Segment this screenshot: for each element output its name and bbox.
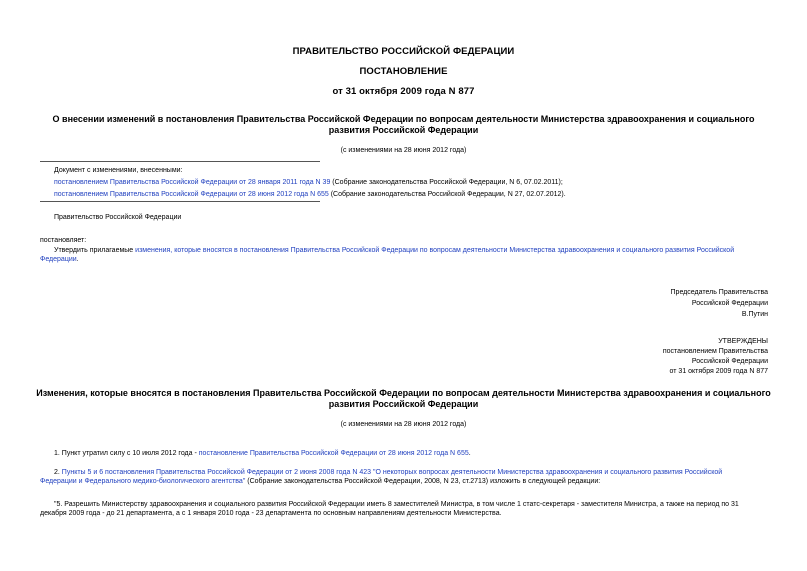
- changes-intro: Документ с изменениями, внесенными:: [54, 167, 183, 174]
- signature-name: В.Путин: [741, 311, 768, 318]
- approved-heading: УТВЕРЖДЕНЫ: [718, 338, 768, 345]
- point-1-suffix: .: [468, 450, 471, 457]
- document-title: [40, 114, 767, 136]
- changes-title-line1: Изменения, которые вносятся в постановления Правительства Российской Федерации по вопросам деятельности Министерства здравоохранения и социального: [36, 388, 771, 398]
- approve-link-continuation[interactable]: Федерации: [40, 256, 77, 263]
- government-heading: ПРАВИТЕЛЬСТВО РОССИЙСКОЙ ФЕДЕРАЦИИ: [292, 46, 515, 57]
- point-2-rest: (Собрание законодательства Российской Федерации, 2008, N 23, ст.2713) изложить в следующей редакции:: [245, 478, 601, 485]
- changes-item-2-link[interactable]: постановлением Правительства Российской Федерации от 28 июня 2012 года N 655: [54, 191, 329, 198]
- divider-bottom: [40, 201, 320, 202]
- point-1-link[interactable]: постановление Правительства Российской Федерации от 28 июня 2012 года N 655: [198, 450, 469, 457]
- divider-top: [40, 161, 320, 162]
- point-5-line1: "5. Разрешить Министерству здравоохранения и социального развития Российской Федерации иметь 8 заместителей Министра, в том числе 1 статс-секретаря - заместителя Министра, а также на период по 31: [54, 501, 739, 508]
- changes-title: [30, 388, 777, 410]
- point-2-link-continuation[interactable]: Федерации и Федерального медико-биологического агентства": [40, 478, 246, 485]
- postanovlyaet-text: постановляет:: [40, 237, 87, 244]
- approved-line-2: постановлением Правительства: [662, 348, 768, 355]
- document-type: ПОСТАНОВЛЕНИЕ: [359, 66, 448, 77]
- government-rf-text: Правительство Российской Федерации: [54, 214, 182, 221]
- approve-suffix: .: [76, 256, 79, 263]
- document-title-line1: О внесении изменений в постановления Правительства Российской Федерации по вопросам деятельности Министерства здравоохранения и социального: [52, 114, 755, 124]
- approved-line-3: Российской Федерации: [691, 358, 768, 365]
- point-2-number: 2.: [54, 469, 62, 476]
- approve-paragraph: [40, 246, 770, 264]
- changes-item-1: [54, 178, 774, 187]
- point-2: [40, 468, 770, 486]
- point-1-prefix: 1. Пункт утратил силу с 10 июля 2012 года -: [54, 450, 199, 457]
- document-title-line2: развития Российской Федерации: [328, 125, 479, 135]
- point-2-link[interactable]: Пункты 5 и 6 постановления Правительства Российской Федерации от 2 июня 2008 года N 423 "О некоторых вопросах деятельности Министерства здравоохранения и социального развития Российской: [61, 469, 723, 476]
- changes-item-2: [54, 190, 774, 199]
- changes-title-line2: развития Российской Федерации: [328, 399, 479, 409]
- point-5-quote: [40, 500, 770, 518]
- point-1: [54, 449, 774, 458]
- approved-block: [663, 337, 768, 377]
- point-5-line2: декабря 2009 года - до 21 департамента, а с 1 января 2010 года - 23 департамента по основным направлениям деятельности Министерства.: [40, 510, 502, 517]
- approved-line-4: от 31 октября 2009 года N 877: [669, 368, 768, 375]
- changes-block: [54, 166, 774, 199]
- document-date-number: от 31 октября 2009 года N 877: [332, 86, 475, 97]
- changes-item-1-link[interactable]: постановлением Правительства Российской Федерации от 28 января 2011 года N 39: [54, 179, 331, 186]
- changes-item-1-source: (Собрание законодательства Российской Федерации, N 6, 07.02.2011);: [330, 179, 563, 186]
- signature-position: Председатель Правительства: [670, 289, 768, 296]
- approve-prefix: Утвердить прилагаемые: [54, 247, 136, 254]
- signature-block: [671, 287, 768, 320]
- edition-note: (с изменениями на 28 июня 2012 года): [340, 147, 467, 154]
- approve-link[interactable]: изменения, которые вносятся в постановления Правительства Российской Федерации по вопросам деятельности Министерства здравоохранения и социального развития Российской: [135, 247, 735, 254]
- signature-country: Российской Федерации: [691, 300, 768, 307]
- changes-item-2-source: (Собрание законодательства Российской Федерации, N 27, 02.07.2012).: [328, 191, 566, 198]
- changes-edition-note: (с изменениями на 28 июня 2012 года): [340, 421, 467, 428]
